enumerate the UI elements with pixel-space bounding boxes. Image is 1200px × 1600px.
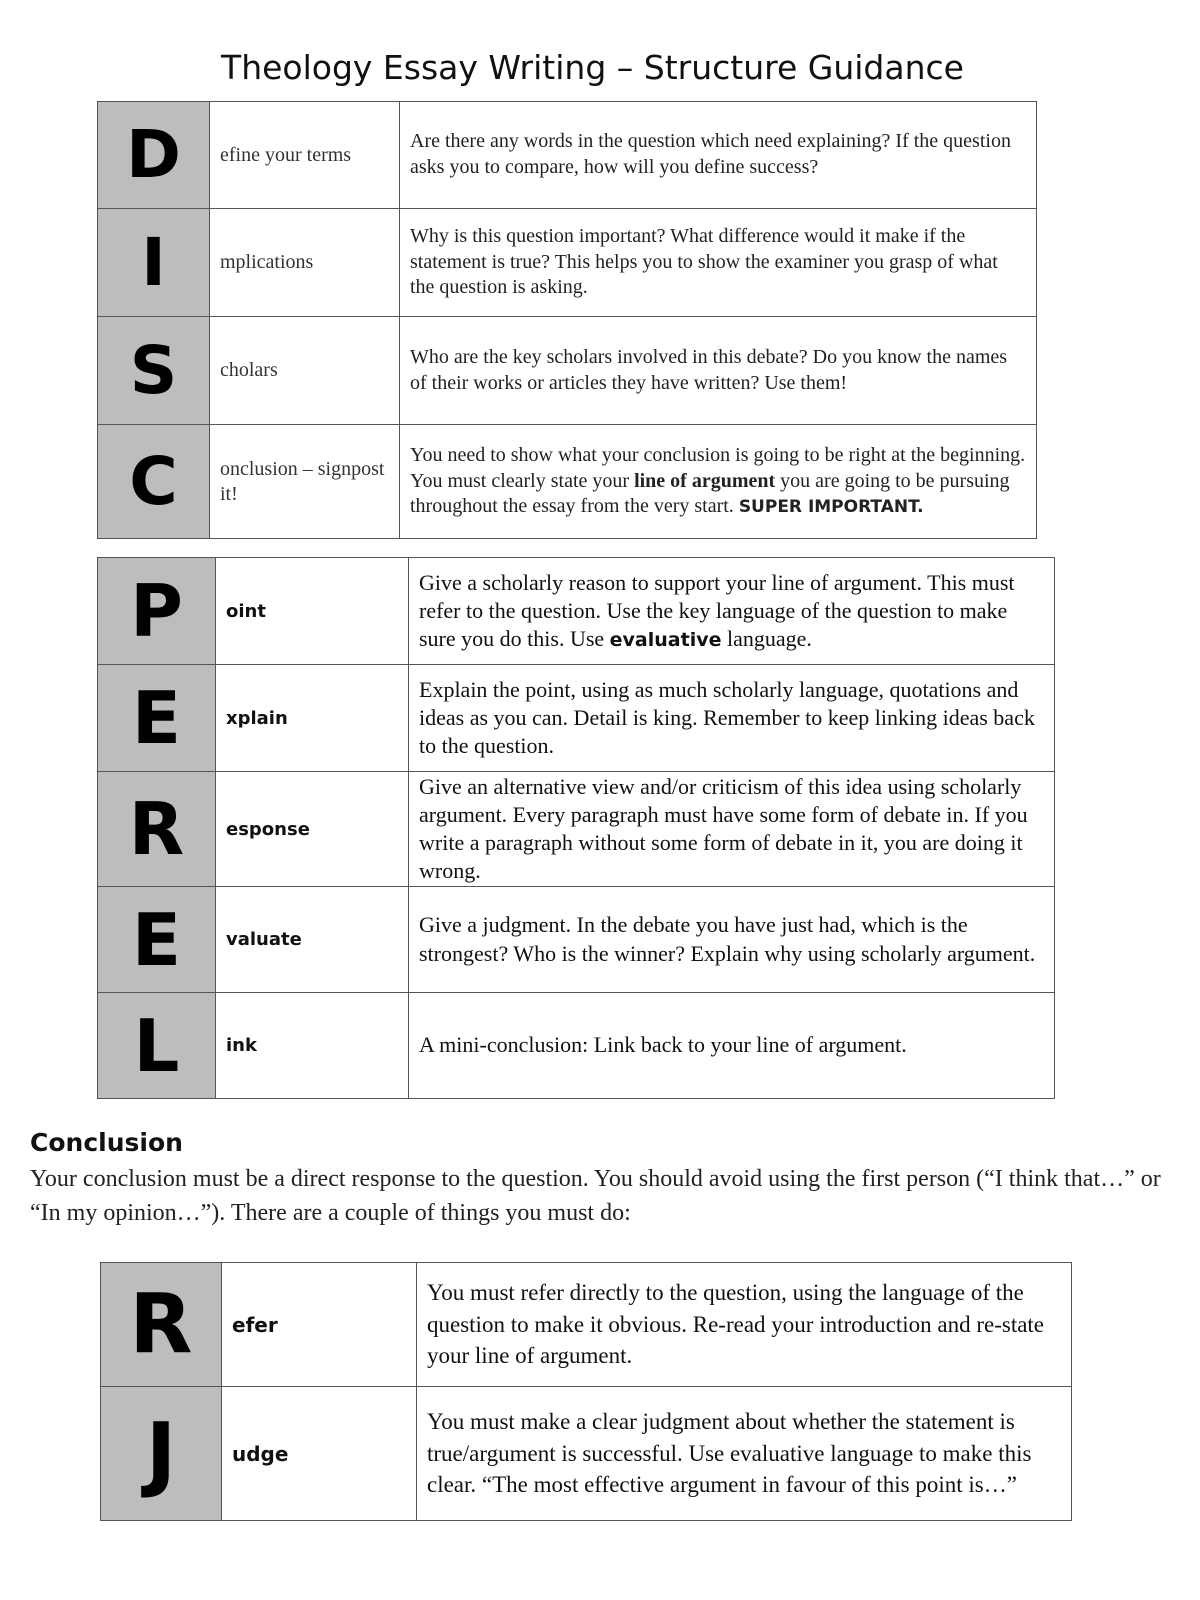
term-label: valuate: [216, 887, 409, 993]
description-text: you are going to be pursuing throughout the essay from the very start.: [410, 469, 1010, 518]
letter-cell: E: [98, 887, 216, 993]
letter-cell: E: [98, 665, 216, 772]
description: Explain the point, using as much scholarly language, quotations and ideas as you can. Detail is king. Remember to keep linking ideas back to the question.: [409, 665, 1055, 772]
letter-cell: I: [98, 209, 210, 317]
rj-table: [100, 1262, 1072, 1521]
emphasis-text: evaluative: [609, 629, 722, 652]
description-text: Give a scholarly reason to support your line of argument. This must refer to the question. Use the key language of the question to make sure you do this. Use: [419, 569, 1015, 652]
table-row: [98, 317, 1037, 425]
table-row: [98, 665, 1055, 772]
page-title: Theology Essay Writing – Structure Guidance: [221, 48, 964, 87]
description: Why is this question important? What difference would it make if the statement is true? This helps you to show the examiner you grasp of what the question is asking.: [400, 209, 1037, 317]
table-row: [98, 102, 1037, 209]
letter-cell: R: [101, 1263, 222, 1387]
emphasis-text: line of argument: [634, 469, 776, 492]
letter-cell: J: [101, 1387, 222, 1521]
term-label: ink: [216, 993, 409, 1099]
table-row: [98, 209, 1037, 317]
table-row: [98, 887, 1055, 993]
table-row: [101, 1387, 1072, 1521]
description: Are there any words in the question which need explaining? If the question asks you to compare, how will you define success?: [400, 102, 1037, 209]
term-label: xplain: [216, 665, 409, 772]
term-label: udge: [222, 1387, 417, 1521]
description: You must make a clear judgment about whether the statement is true/argument is successful. Use evaluative language to make this clear. “The most effective argument in favour of this point is…”: [417, 1387, 1072, 1521]
term-label: esponse: [216, 772, 409, 887]
term-label: mplications: [210, 209, 400, 317]
term-label: efine your terms: [210, 102, 400, 209]
description-text: You need to show what your conclusion is going to be right at the beginning. You must clearly state your: [410, 444, 1026, 492]
description: You must refer directly to the question, using the language of the question to make it obvious. Re-read your introduction and re-state your line of argument.: [417, 1263, 1072, 1387]
letter-cell: D: [98, 102, 210, 209]
letter-cell: C: [98, 425, 210, 539]
description-text: language.: [721, 626, 812, 652]
letter-cell: S: [98, 317, 210, 425]
conclusion-heading: Conclusion: [30, 1128, 183, 1157]
conclusion-paragraph: Your conclusion must be a direct response to the question. You should avoid using the first person (“I think that…” or “In my opinion…”). There are a couple of things you must do:: [30, 1166, 1161, 1227]
description: A mini-conclusion: Link back to your line of argument.: [409, 993, 1055, 1099]
term-label: cholars: [210, 317, 400, 425]
table-row: [98, 425, 1037, 539]
description: Who are the key scholars involved in this debate? Do you know the names of their works or articles they have written? Use them!: [400, 317, 1037, 425]
perel-table: [97, 557, 1055, 1099]
description: [400, 425, 1037, 539]
table-row: [98, 772, 1055, 887]
description: [409, 558, 1055, 665]
description: Give an alternative view and/or criticism of this idea using scholarly argument. Every paragraph must have some form of debate in. If you write a paragraph without some form of debate in it, you are doing it wrong.: [409, 772, 1055, 887]
letter-cell: R: [98, 772, 216, 887]
letter-cell: P: [98, 558, 216, 665]
table-row: [98, 993, 1055, 1099]
table-row: [101, 1263, 1072, 1387]
letter-cell: L: [98, 993, 216, 1099]
description: Give a judgment. In the debate you have just had, which is the strongest? Who is the winner? Explain why using scholarly argument.: [409, 887, 1055, 993]
term-label: oint: [216, 558, 409, 665]
disc-table: [97, 101, 1037, 539]
term-label: onclusion – signpost it!: [210, 425, 400, 539]
term-label: efer: [222, 1263, 417, 1387]
important-note: SUPER IMPORTANT.: [738, 497, 924, 518]
table-row: [98, 558, 1055, 665]
